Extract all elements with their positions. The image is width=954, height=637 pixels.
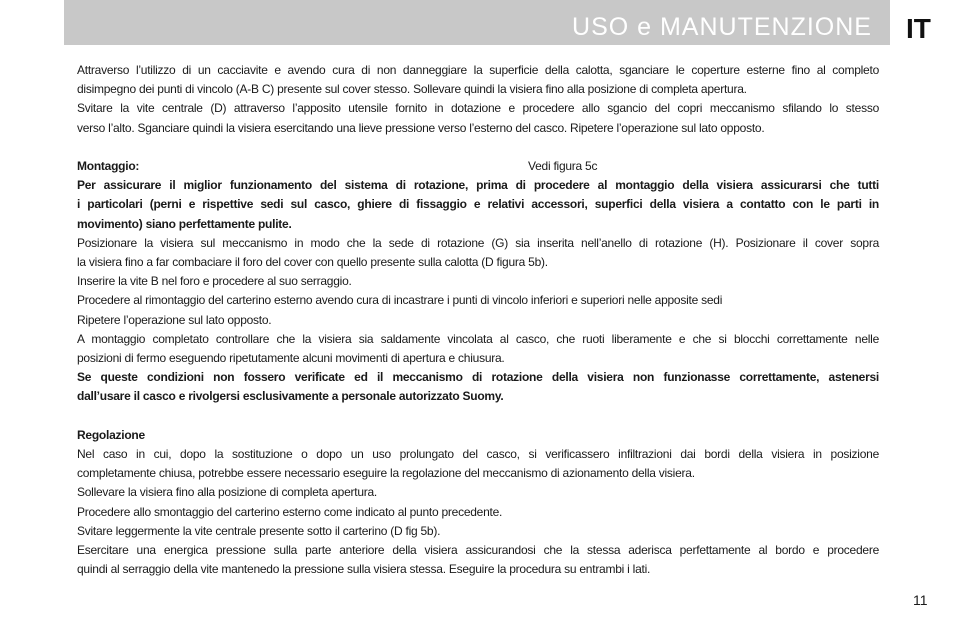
montaggio-step-line: Procedere al rimontaggio del carterino esterno avendo cura di incastrare i punti di vincolo inferiori e superiori nelle apposite sedi <box>77 293 723 308</box>
montaggio-step-line: Posizionare la visiera sul meccanismo in modo che la sede di rotazione (G) sia inserita nell’anello di rotazione (H). Posizionare il cover sopra <box>77 235 879 250</box>
page-number: 11 <box>913 592 928 608</box>
montaggio-warning-line: Se queste condizioni non fossero verificate ed il meccanismo di rotazione della visiera non funzionasse correttamente, astenersi <box>77 370 879 385</box>
montaggio-warning-line: dall’usare il casco e rivolgersi esclusivamente a personale autorizzato Suomy. <box>77 389 504 404</box>
spacer <box>77 407 879 426</box>
montaggio-step-line: Inserire la vite B nel foro e procedere al suo serraggio. <box>77 274 352 289</box>
montaggio-step-line: la visiera fino a far combaciare il foro del cover con quello presente sulla calotta (D figura 5b). <box>77 255 548 269</box>
header-bar <box>64 0 890 45</box>
document-body <box>77 61 879 579</box>
regolazione-line: Nel caso in cui, dopo la sostituzione o dopo un uso prolungato del casco, si verificassero infiltrazioni dai bordi della visiera in posizione <box>77 447 879 462</box>
montaggio-heading: Montaggio: <box>77 159 140 173</box>
regolazione-line: quindi al serraggio della vite mantenedo la pressione sulla visiera stessa. Eseguire la procedura su entrambi i lati. <box>77 562 651 577</box>
regolazione-line: completamente chiusa, potrebbe essere necessario eseguire la regolazione del meccanismo di azionamento della visiera. <box>77 466 695 481</box>
figure-reference: Vedi figura 5c <box>528 159 598 173</box>
page-title: USO e MANUTENZIONE <box>572 13 872 41</box>
regolazione-line: Procedere allo smontaggio del carterino esterno come indicato al punto precedente. <box>77 504 503 519</box>
regolazione-line: Sollevare la visiera fino alla posizione di completa apertura. <box>77 485 378 500</box>
intro-line: Attraverso l’utilizzo di un cacciavite e avendo cura di non danneggiare la superficie della calotta, sganciare le coperture esterne fino al completo <box>77 63 879 77</box>
regolazione-line: Esercitare una energica pressione sulla parte anteriore della visiera assicurandosi che la stessa aderisca perfettamente al bordo e procedere <box>77 543 879 558</box>
montaggio-step-line: Ripetere l’operazione sul lato opposto. <box>77 312 272 327</box>
montaggio-step-line: A montaggio completato controllare che la visiera sia saldamente vincolata al casco, che ruoti liberamente e che si blocchi correttamente nelle <box>77 331 879 346</box>
montaggio-note-line: Per assicurare il miglior funzionamento del sistema di rotazione, prima di procedere al montaggio della visiera assicurarsi che tutti <box>77 178 879 193</box>
intro-line: verso l’alto. Sganciare quindi la visiera esercitando una lieve pressione verso l’esterno del casco. Ripetere l’operazione sul lato opposto. <box>77 120 765 135</box>
intro-line: disimpegno dei punti di vincolo (A-B C) presente sul cover stesso. Sollevare quindi la visiera fino alla posizione di completa apertura. <box>77 82 747 97</box>
montaggio-note-line: i particolari (perni e rispettive sedi sul casco, ghiere di fissaggio e relativi accessori, superfici della visiera a contatto con le parti in <box>77 197 879 212</box>
regolazione-heading: Regolazione <box>77 427 145 442</box>
montaggio-heading-row <box>77 157 879 176</box>
montaggio-note-line: movimento) siano perfettamente pulite. <box>77 216 292 231</box>
montaggio-step-line: posizioni di fermo eseguendo ripetutamente alcuni movimenti di apertura e chiusura. <box>77 351 505 366</box>
regolazione-line: Svitare leggermente la vite centrale presente sotto il carterino (D fig 5b). <box>77 523 441 538</box>
language-tag: IT <box>906 13 931 44</box>
intro-line: Svitare la vite centrale (D) attraverso l’apposito utensile fornito in dotazione e procedere allo sgancio del copri meccanismo sfilando lo stesso <box>77 101 879 116</box>
spacer <box>77 138 879 157</box>
